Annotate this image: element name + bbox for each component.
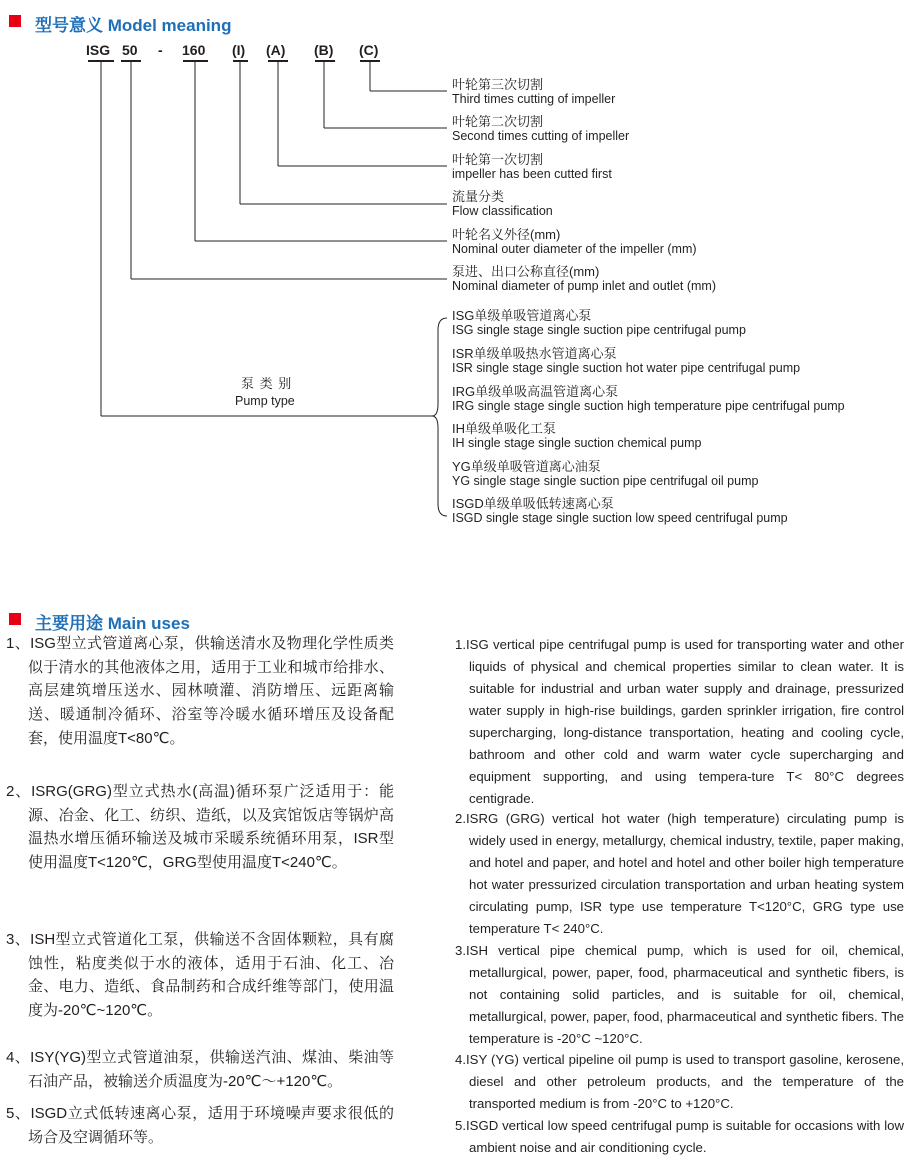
model-section-title: 型号意义 Model meaning: [35, 16, 232, 35]
label-cn: 叶轮名义外径(mm): [452, 227, 561, 242]
pump-type-item-cn: ISGD单级单吸低转速离心泵: [452, 496, 614, 511]
label-en: Nominal outer diameter of the impeller (mm): [452, 242, 697, 256]
pump-type-cn: 泵 类 别: [241, 376, 293, 391]
label-en: Third times cutting of impeller: [452, 92, 616, 106]
uses-cn-item: 3、ISH型立式管道化工泵，供输送不含固体颗粒，具有腐蚀性，粘度类似于水的液体，适用于石油、化工、冶金、电力、造纸、食品制药和合成纤维等部门，使用温度为-20℃~120℃。: [6, 931, 394, 1020]
pump-type-item-en: ISG single stage single suction pipe centrifugal pump: [452, 323, 746, 337]
code-isg: ISG: [86, 42, 111, 58]
pump-type-item-en: IRG single stage single suction high temperature pipe centrifugal pump: [452, 399, 845, 413]
label-cn: 流量分类: [452, 189, 505, 204]
pump-type-item-en: ISGD single stage single suction low speed centrifugal pump: [452, 511, 788, 525]
uses-en-item: 4.ISY (YG) vertical pipeline oil pump is used to transport gasoline, kerosene, diesel and other petroleum products, and the temperature of the transported medium is from -20°C to +120°C.: [455, 1052, 904, 1111]
uses-cn-item: 5、ISGD立式低转速离心泵，适用于环境噪声要求很低的场合及空调循环等。: [6, 1105, 394, 1146]
code-i: (I): [232, 42, 246, 58]
label-en: Nominal diameter of pump inlet and outlet (mm): [452, 279, 717, 293]
code-c: (C): [359, 42, 379, 58]
label-en: Second times cutting of impeller: [452, 129, 630, 143]
uses-cn-item: 4、ISY(YG)型立式管道油泵，供输送汽油、煤油、柴油等石油产品，被输送介质温度为-20℃～+120℃。: [6, 1049, 394, 1090]
pump-type-item-cn: IRG单级单吸高温管道离心泵: [452, 384, 619, 399]
code-b: (B): [314, 42, 334, 58]
code-underline: [268, 60, 288, 62]
label-en: Flow classification: [452, 204, 553, 218]
label-en: impeller has been cutted first: [452, 167, 612, 181]
code-underline: [183, 60, 208, 62]
code-underline: [121, 60, 141, 62]
uses-section-title: 主要用途 Main uses: [35, 614, 190, 633]
code-underline: [233, 60, 248, 62]
pump-type-en: Pump type: [235, 394, 295, 408]
uses-en-item: 2.ISRG (GRG) vertical hot water (high temperature) circulating pump is widely used in energy, metallurgy, chemical industry, textile, paper making, and hotel and paper, and hotel and hotel and other boiler high temperature hot water pressurized circulation transportation and urban heating system circulating pump, ISR type use temperature T<120°C, GRG type use temperature T< 240°C.: [455, 811, 904, 936]
pump-type-item-en: ISR single stage single suction hot water pipe centrifugal pump: [452, 361, 801, 375]
code-160: 160: [182, 42, 206, 58]
uses-cn-item: 1、ISG型立式管道离心泵，供输送清水及物理化学性质类似于清水的其他液体之用，适用于工业和城市给排水、高层建筑增压送水、园林喷灌、消防增压、远距离输送、暖通制冷循环、浴室等冷暖水循环增压及设备配套，使用温度T<80℃。: [6, 635, 394, 747]
uses-en-item: 1.ISG vertical pipe centrifugal pump is used for transporting water and other liquids of physical and chemical properties similar to clean water. It is suitable for industrial and urban water supply and drainage, pressurized water supply in high-rise buildings, garden sprinkler irrigation, fire control supercharging, long-distance transportation, heating and cooling cycle, bathroom and other cold and warm water cycle supercharging and equipment supporting, and using tempera-ture T< 80°C degrees centigrade.: [455, 637, 904, 806]
label-cn: 叶轮第二次切割: [452, 114, 544, 129]
label-cn: 叶轮第三次切割: [452, 77, 544, 92]
pump-type-item-cn: IH单级单吸化工泵: [452, 421, 557, 436]
label-cn: 叶轮第一次切割: [452, 152, 544, 167]
pump-type-item-en: YG single stage single suction pipe centrifugal oil pump: [452, 474, 759, 488]
pump-type-item-cn: ISG单级单吸管道离心泵: [452, 308, 592, 323]
uses-en-item: 5.ISGD vertical low speed centrifugal pump is suitable for occasions with low ambient noise and air conditioning cycle.: [455, 1118, 904, 1155]
pump-type-item-cn: YG单级单吸管道离心油泵: [452, 459, 601, 474]
pump-type-item-en: IH single stage single suction chemical pump: [452, 436, 702, 450]
uses-cn-item: 2、ISRG(GRG)型立式热水(高温)循环泵广泛适用于：能源、冶金、化工、纺织、造纸，以及宾馆饭店等锅炉高温热水增压循环输送及城市采暖系统循环用泵，ISR型使用温度T<120℃，GRG型使用温度T<240℃。: [6, 783, 394, 872]
code-a: (A): [266, 42, 286, 58]
label-cn: 泵进、出口公称直径(mm): [452, 264, 600, 279]
uses-en-item: 3.ISH vertical pipe chemical pump, which is used for oil, chemical, metallurgical, power, paper, food, pharmaceutical and synthetic fibers, is not containing solid particles, and is suitable for oil, chemical, metallurgical, power, paper, food, pharmaceutical and synthetic fibers. The temperature is -20°C ~120°C.: [455, 943, 904, 1046]
code-50: 50: [122, 42, 138, 58]
section-marker-icon: [9, 613, 21, 625]
code-underline: [88, 60, 114, 62]
code-underline: [315, 60, 335, 62]
code-dash: -: [158, 42, 163, 58]
pump-type-item-cn: ISR单级单吸热水管道离心泵: [452, 346, 617, 361]
code-underline: [360, 60, 380, 62]
